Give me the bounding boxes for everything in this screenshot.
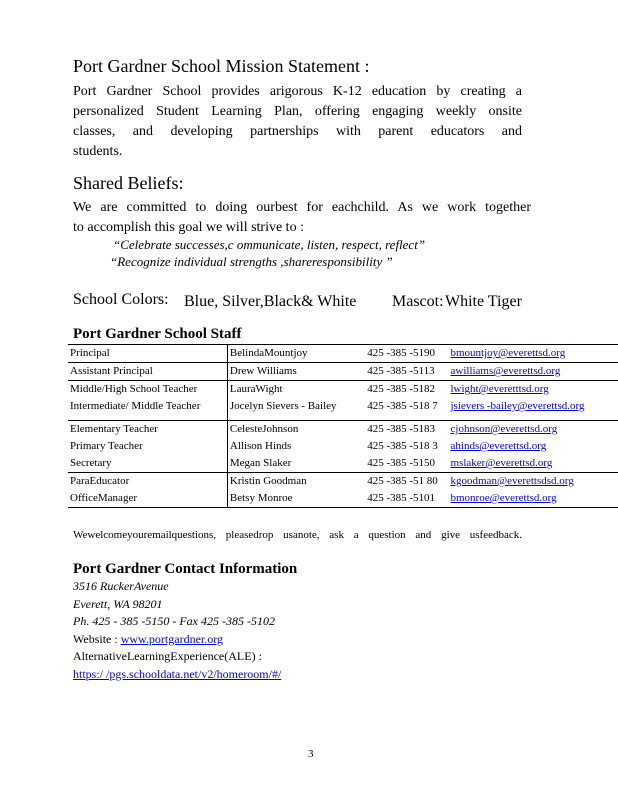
staff-role: Principal: [68, 345, 227, 363]
staff-role: OfficeManager: [68, 490, 227, 508]
beliefs-paragraph: [73, 198, 531, 238]
belief-quote-recognize: “Recognize individual strengths ,shareresponsibility ”: [110, 254, 393, 269]
staff-title: Port Gardner School Staff: [73, 326, 242, 342]
staff-role: Elementary Teacher: [68, 421, 227, 439]
staff-name: Megan Slaker: [229, 457, 292, 469]
contact-website-row: [73, 631, 281, 649]
staff-email-link[interactable]: bmonroe@everettsd.org: [450, 492, 557, 504]
staff-phone: 425 -385 -5182: [365, 381, 448, 399]
staff-email-link[interactable]: mslaker@everettsd.org: [450, 457, 553, 469]
staff-email-link[interactable]: cjohnson@everettsd.org: [450, 423, 558, 435]
staff-email-link[interactable]: ahinds@everettsd.org: [450, 440, 547, 452]
staff-name: Drew Williams: [227, 363, 365, 381]
table-row: [68, 381, 618, 399]
contact-street: 3516 RuckerAvenue: [73, 579, 169, 593]
table-row: [68, 473, 618, 491]
table-row: [68, 363, 618, 381]
beliefs-line-1: We are committed to doing ourbest for eachchild. As we work together: [73, 200, 531, 215]
staff-phone: 425 -385 -51 80: [365, 473, 448, 491]
table-row: [68, 438, 618, 455]
school-colors-label: School Colors:: [73, 291, 169, 308]
contact-phone-fax: Ph. 425 - 385 -5150 - Fax 425 -385 -5102: [73, 614, 275, 628]
table-row: [68, 345, 618, 363]
staff-name: Betsy Monroe: [227, 490, 365, 508]
staff-phone: 425 -385 -5183: [365, 421, 448, 439]
mascot-value: White Tiger: [445, 293, 522, 310]
contact-city: Everett, WA 98201: [73, 596, 163, 611]
staff-email-link[interactable]: awilliams@everettsd.org: [450, 365, 561, 377]
mission-paragraph: [73, 82, 522, 162]
staff-phone: 425 -385 -5190: [365, 345, 448, 363]
staff-phone: 425 -385 -5150: [367, 457, 436, 469]
table-row: [68, 455, 618, 473]
staff-name: CelesteJohnson: [227, 421, 365, 439]
staff-role: Secretary: [68, 455, 227, 473]
staff-phone: 425 -385 -5113: [365, 363, 448, 381]
staff-role: ParaEducator: [68, 473, 227, 491]
mission-line-3: classes, and developing partnerships with parent educators and: [73, 124, 522, 139]
welcome-text: Wewelcomeyouremailquestions, pleasedrop usanote, ask a question and give usfeedback.: [73, 529, 522, 541]
staff-role: Middle/High School Teacher: [68, 381, 227, 399]
page-number: 3: [308, 748, 314, 760]
staff-phone: 425 -385 -518 7: [367, 400, 438, 412]
beliefs-line-2: to accomplish this goal we will strive to :: [73, 220, 304, 235]
belief-quote-celebrate: “Celebrate successes,c ommunicate, listen, respect, reflect”: [113, 237, 426, 252]
table-row: [68, 398, 618, 421]
mascot-label: Mascot:: [392, 293, 444, 310]
staff-email-link[interactable]: jsievers -bailey@everettsd.org: [450, 400, 585, 412]
contact-block: [73, 578, 281, 683]
staff-email-link[interactable]: bmountjoy@everettsd.org: [450, 347, 566, 359]
mission-line-4: students.: [73, 144, 123, 159]
staff-email-link[interactable]: kgoodman@everettsdsd.org: [450, 475, 574, 487]
staff-name: LauraWight: [227, 381, 365, 399]
ale-label: AlternativeLearningExperience(ALE) :: [73, 649, 262, 663]
staff-name: BelindaMountjoy: [227, 345, 365, 363]
staff-email-link[interactable]: lwight@everetttsd.org: [450, 383, 549, 395]
staff-table: [68, 344, 618, 508]
ale-link[interactable]: https:/ /pgs.schooldata.net/v2/homeroom/#/: [73, 666, 282, 681]
mission-line-1: Port Gardner School provides arigorous K-12 education by creating a: [73, 84, 522, 99]
staff-role: Primary Teacher: [68, 438, 227, 455]
website-label: Website :: [73, 631, 118, 646]
beliefs-title: Shared Beliefs:: [73, 173, 184, 193]
staff-name: Kristin Goodman: [227, 473, 365, 491]
mission-title: Port Gardner School Mission Statement :: [73, 56, 370, 76]
staff-name: Jocelyn Sievers - Bailey: [229, 400, 337, 412]
staff-role: Assistant Principal: [68, 363, 227, 381]
contact-title: Port Gardner Contact Information: [73, 561, 298, 577]
staff-role: Intermediate/ Middle Teacher: [68, 398, 227, 421]
staff-phone: 425 -385 -518 3: [367, 440, 438, 452]
table-row: [68, 421, 618, 439]
staff-name: Allison Hinds: [229, 440, 292, 452]
website-link[interactable]: www.portgardner.org: [120, 631, 224, 646]
mission-line-2: personalized Student Learning Plan, offering engaging weekly onsite: [73, 104, 522, 119]
table-row: [68, 490, 618, 508]
school-colors-value: Blue, Silver,Black& White: [184, 293, 357, 310]
staff-phone: 425 -385 -5101: [365, 490, 448, 508]
